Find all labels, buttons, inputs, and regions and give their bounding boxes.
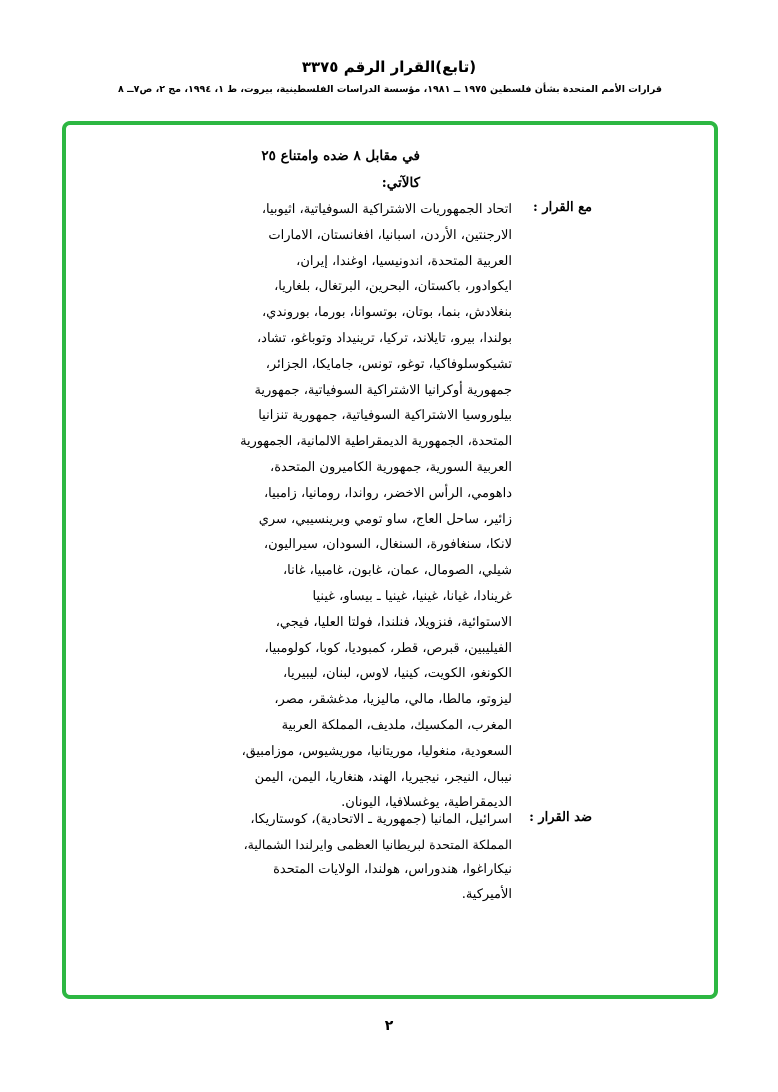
in-favour-line: العربية المتحدة، اندونيسيا، اوغندا، إيران،: [296, 253, 512, 269]
in-favour-line: المغرب، المكسيك، ملديف، المملكة العربية: [281, 717, 512, 733]
source-citation: قرارات الأمم المتحدة بشأن فلسطين ١٩٧٥ ــ ١٩٨١، مؤسسة الدراسات الفلسطينية، بيروت، ط ١، ١٩٩٤، مج ٢، ص٧ــ ٨: [118, 84, 662, 95]
in-favour-line: الفيليبين، قبرص، قطر، كمبوديا، كوبا، كولومبيا،: [264, 640, 512, 656]
in-favour-line: تشيكوسلوفاكيا، توغو، تونس، جامايكا، الجزائر،: [265, 356, 512, 372]
in-favour-line: لانكا، سنغافورة، السنغال، السودان، سيراليون،: [263, 537, 512, 553]
in-favour-line: غرينادا، غيانا، غينيا، غينيا ـ بيساو، غينيا: [312, 588, 512, 604]
against-list: [240, 807, 512, 907]
in-favour-line: ايكوادور، باكستان، البحرين، البرتغال، بلغاريا،: [274, 279, 512, 295]
in-favour-line: الديمقراطية، يوغسلافيا، اليونان.: [341, 795, 512, 811]
document-title: (تابع)القرار الرقم ٣٣٧٥: [301, 58, 477, 76]
in-favour-list: [240, 197, 512, 816]
vote-count-line: في مقابل ٨ ضده وامتناع ٢٥: [261, 148, 420, 164]
against-label: ضد القرار :: [529, 810, 592, 825]
in-favour-line: زائير، ساحل العاج، ساو تومي وبرينسيبي، سري: [258, 511, 512, 527]
in-favour-line: شيلي، الصومال، عمان، غابون، غامبيا، غانا،: [282, 563, 512, 579]
in-favour-line: بنغلادش، بنما، بوتان، بوتسوانا، بورما، بوروندي،: [261, 305, 512, 321]
in-favour-line: السعودية، منغوليا، موريتانيا، موريشيوس، موزامبيق،: [241, 743, 512, 759]
in-favour-line: الكونغو، الكويت، كينيا، لاوس، لبنان، ليبيريا،: [282, 666, 512, 682]
in-favour-line: نيبال، النيجر، نيجيريا، الهند، هنغاريا، اليمن، اليمن: [254, 769, 512, 785]
in-favour-line: اتحاد الجمهوريات الاشتراكية السوفياتية، اثيوبيا،: [261, 202, 512, 217]
in-favour-line: داهومي، الرأس الاخضر، رواندا، رومانيا، زامبيا،: [263, 485, 512, 501]
against-line: الأميركية.: [461, 887, 512, 902]
page-number: ٢: [384, 1018, 394, 1034]
against-line: المملكة المتحدة لبريطانيا العظمى وايرلندا الشمالية،: [243, 837, 512, 852]
vote-intro-line: كالآتي:: [381, 175, 420, 191]
in-favour-line: الارجنتين، الأردن، اسبانيا، افغانستان، الامارات: [268, 227, 512, 243]
against-line: نيكاراغوا، هندوراس، هولندا، الولايات المتحدة: [273, 862, 512, 877]
in-favour-line: ليزوتو، مالطا، مالي، ماليزيا، مدغشقر، مصر،: [274, 692, 512, 708]
in-favour-line: المتحدة، الجمهورية الديمقراطية الالمانية، الجمهورية: [240, 434, 512, 450]
in-favour-line: جمهورية أوكرانيا الاشتراكية السوفياتية، جمهورية: [254, 382, 512, 398]
in-favour-line: بولندا، بيرو، تايلاند، تركيا، ترينيداد وتوباغو، تشاد،: [256, 330, 512, 346]
in-favour-line: الاستوائية، فنزويلا، فنلندا، فولتا العليا، فيجي،: [275, 614, 512, 630]
in-favour-line: العربية السورية، جمهورية الكاميرون المتحدة،: [270, 459, 512, 475]
against-line: اسرائيل، المانيا (جمهورية ـ الاتحادية)، كوستاريكا،: [250, 812, 512, 827]
in-favour-line: بيلوروسيا الاشتراكية السوفياتية، جمهورية تنزانيا: [258, 408, 512, 424]
in-favour-label: مع القرار :: [533, 200, 592, 215]
